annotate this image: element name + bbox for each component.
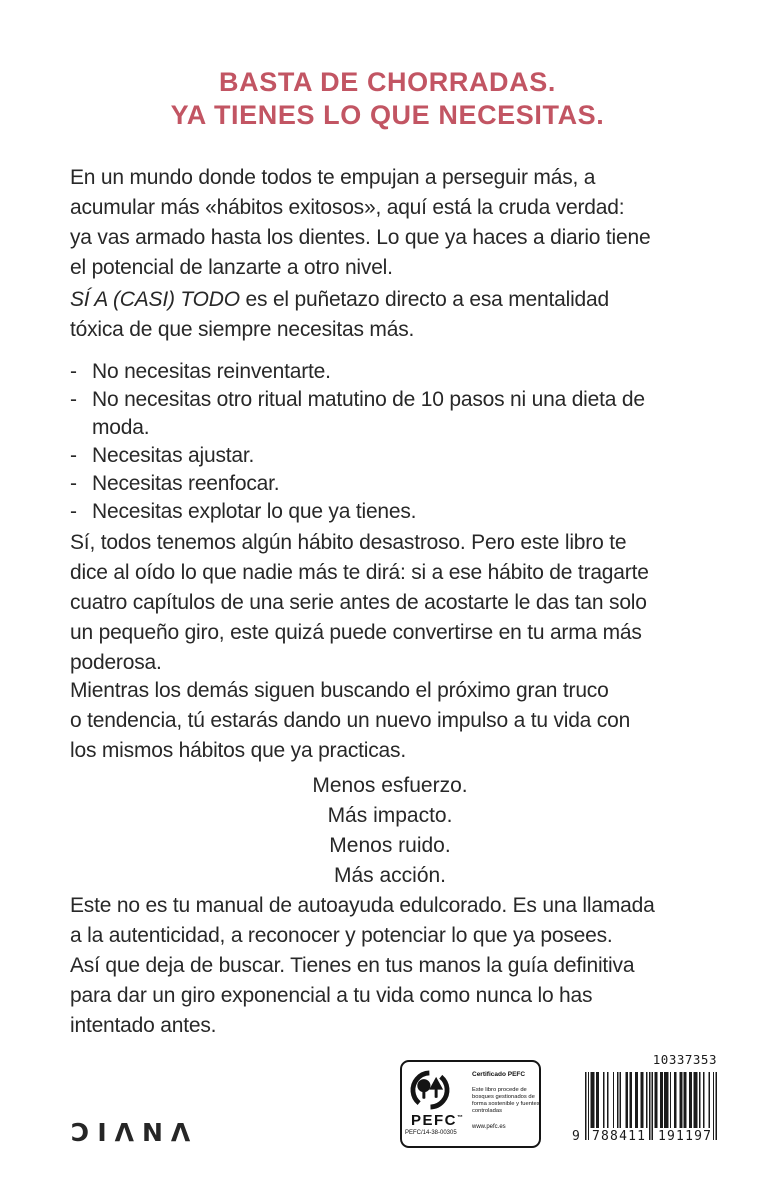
dash-bullet: - <box>70 360 77 383</box>
text-line: bosques gestionados de <box>472 1094 535 1100</box>
book-title: SÍ A (CASI) TODO <box>70 288 240 311</box>
paragraph-book-title <box>70 285 609 345</box>
text-line: a la autenticidad, a reconocer y potenciar lo que ya posees. <box>70 924 613 947</box>
list-item-text <box>92 470 279 498</box>
text-line: el potencial de lanzarte a otro nivel. <box>70 256 393 279</box>
headline <box>0 66 775 132</box>
text-line: dice al oído lo que nadie más te dirá: si a ese hábito de tragarte <box>70 561 649 584</box>
pefc-description <box>472 1087 540 1115</box>
dash-bullet: - <box>70 388 77 411</box>
text-line: No necesitas reinventarte. <box>92 360 331 383</box>
trademark-symbol: ™ <box>457 1115 464 1121</box>
text-fragment: es el puñetazo directo a esa mentalidad <box>239 288 609 311</box>
text-line: o tendencia, tú estarás dando un nuevo impulso a tu vida con <box>70 709 631 732</box>
pefc-website: www.pefc.es <box>472 1124 506 1130</box>
text-line: acumular más «hábitos exitosos», aquí está la cruda verdad: <box>70 196 625 219</box>
text-line <box>70 285 609 315</box>
slogan-line: Más acción. <box>333 864 447 887</box>
text-line: intentado antes. <box>70 1014 217 1037</box>
text-line: moda. <box>92 416 150 439</box>
paragraph-intro <box>70 163 650 283</box>
text-line: para dar un giro exponencial a tu vida como nunca lo has <box>70 984 593 1007</box>
headline-line-2: YA TIENES LO QUE NECESITAS. <box>170 100 605 130</box>
text-line: No necesitas otro ritual matutino de 10 pasos ni una dieta de <box>92 388 645 411</box>
text-line: cuatro capítulos de una serie antes de acostarte le das tan solo <box>70 591 647 614</box>
dash-bullet: - <box>70 472 77 495</box>
dash-bullet: - <box>70 444 77 467</box>
list-item-text <box>92 442 254 470</box>
isbn-group-2: 191197 <box>658 1129 713 1144</box>
text-line: poderosa. <box>70 651 162 674</box>
text-line: Sí, todos tenemos algún hábito desastroso. Pero este libro te <box>70 531 627 554</box>
list-item <box>70 498 645 526</box>
slogan-line: Menos ruido. <box>329 834 451 857</box>
list-item <box>70 442 645 470</box>
isbn-lead-digit: 9 <box>572 1129 580 1144</box>
list-item <box>70 386 645 442</box>
isbn-group-1: 788411 <box>592 1129 647 1144</box>
text-line: Este no es tu manual de autoayuda edulcorado. Es una llamada <box>70 894 655 917</box>
pefc-title: Certificado PEFC <box>472 1071 526 1078</box>
text-line: ya vas armado hasta los dientes. Lo que ya haces a diario tiene <box>70 226 651 249</box>
paragraph-closing <box>70 891 655 1041</box>
pefc-wordmark <box>411 1112 463 1129</box>
publisher-logo-diana: ƆIΛNΛ <box>71 1118 199 1147</box>
text-line: controladas <box>472 1108 502 1114</box>
text-line: Este libro procede de <box>472 1087 527 1093</box>
pefc-acronym: PEFC <box>411 1112 458 1129</box>
text-line: Así que deja de buscar. Tienes en tus manos la guía definitiva <box>70 954 635 977</box>
dash-bullet: - <box>70 500 77 523</box>
slogan-line: Más impacto. <box>327 804 453 827</box>
list-item-text <box>92 498 416 526</box>
list-item <box>70 358 645 386</box>
pefc-logo-icon <box>409 1069 451 1111</box>
text-line: un pequeño giro, este quizá puede convertirse en tu arma más <box>70 621 642 644</box>
list-item-text <box>92 386 645 442</box>
list-item-text <box>92 358 331 386</box>
headline-line-1: BASTA DE CHORRADAS. <box>219 67 556 97</box>
text-line: En un mundo donde todos te empujan a perseguir más, a <box>70 166 596 189</box>
slogan <box>0 771 775 891</box>
pefc-text-column <box>472 1071 540 1130</box>
text-line: Mientras los demás siguen buscando el próximo gran truco <box>70 679 609 702</box>
text-line: los mismos hábitos que ya practicas. <box>70 739 406 762</box>
text-line: Necesitas explotar lo que ya tienes. <box>92 500 417 523</box>
text-line: Necesitas ajustar. <box>92 444 255 467</box>
needs-list <box>70 358 645 526</box>
paragraph-momentum <box>70 676 630 766</box>
pefc-license-number: PEFC/14-38-00305 <box>405 1130 457 1136</box>
pefc-certificate-label <box>400 1060 541 1148</box>
slogan-line: Menos esfuerzo. <box>312 774 468 797</box>
text-line: tóxica de que siempre necesitas más. <box>70 318 415 341</box>
text-line: Necesitas reenfocar. <box>92 472 280 495</box>
list-item <box>70 470 645 498</box>
isbn-digits <box>572 1129 722 1144</box>
text-line: forma sostenible y fuentes <box>472 1101 540 1107</box>
barcode-top-number: 10337353 <box>652 1052 717 1067</box>
paragraph-habit <box>70 528 649 678</box>
